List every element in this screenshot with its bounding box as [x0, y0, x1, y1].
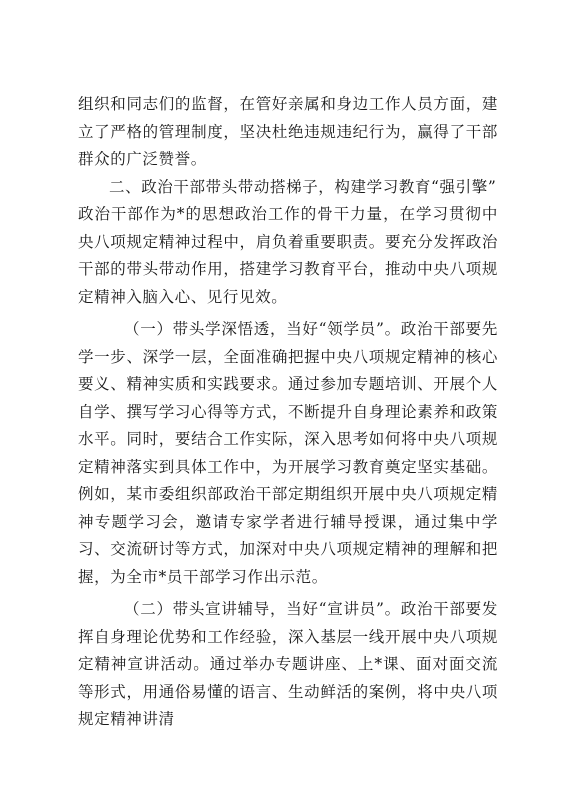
paragraph-lead-preach: （二）带头宣讲辅导，当好“宣讲员”。政治干部要发挥自身理论优势和工作经验，深入基层一线开展中央八项规定精神宣讲活动。通过举办专题讲座、上*课、面对面交流等形式，用通俗易懂的语言、生动鲜活的案例，将中央八项规定精神讲清	[78, 600, 498, 728]
section-intro-paragraph: 政治干部作为*的思想政治工作的骨干力量，在学习贯彻中央八项规定精神过程中，肩负着重要职责。要充分发挥政治干部的带头带动作用，搭建学习教育平台，推动中央八项规定精神入脑入心、见行见效。	[78, 205, 498, 306]
paragraph-continuation: 组织和同志们的监督，在管好亲属和身边工作人员方面，建立了严格的管理制度，坚决杜绝违规违纪行为，赢得了干部群众的广泛赞誉。	[78, 95, 498, 168]
paragraph-lead-study: （一）带头学深悟透，当好“领学员”。政治干部要先学一步、深学一层，全面准确把握中央八项规定精神的核心要义、精神实质和实践要求。通过参加专题培训、开展个人自学、撰写学习心得等方式，不断提升自身理论素养和政策水平。同时，要结合工作实际，深入思考如何将中央八项规定精神落实到具体工作中，为开展学习教育奠定坚实基础。例如，某市委组织部政治干部定期组织开展中央八项规定精神专题学习会，邀请专家学者进行辅导授课，通过集中学习、交流研讨等方式，加深对中央八项规定精神的理解和把握，为全市*员干部学习作出示范。	[78, 320, 498, 586]
document-body	[78, 91, 498, 734]
section-heading: 二、政治干部带头带动搭梯子，构建学习教育“强引擎”	[109, 177, 497, 196]
